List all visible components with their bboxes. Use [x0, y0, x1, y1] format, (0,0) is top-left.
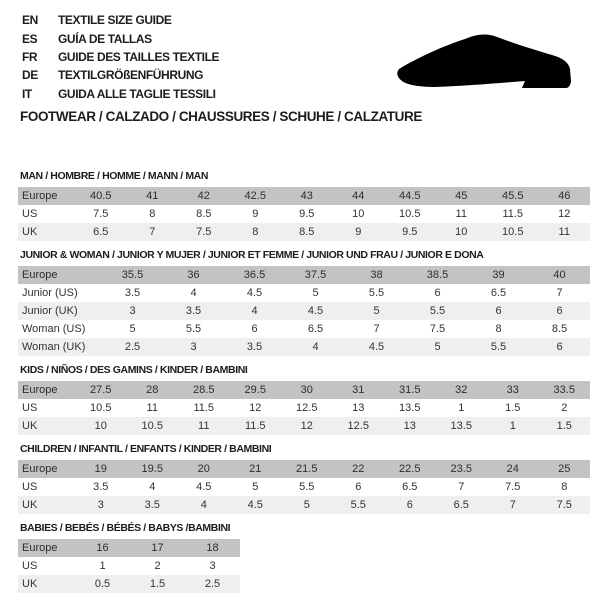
language-code: EN: [22, 13, 38, 28]
table-row: [18, 496, 590, 514]
table-row: [18, 557, 240, 575]
size-value-cell: 33: [487, 381, 539, 399]
size-value-cell: 30: [281, 381, 333, 399]
dress-shoe-silhouette: [395, 31, 577, 97]
size-value-cell: 4: [285, 338, 346, 356]
size-value-cell: 12: [281, 417, 333, 435]
size-value-cell: 43: [281, 187, 333, 205]
size-value-cell: 8: [149, 208, 156, 220]
size-value-cell: 7: [373, 323, 380, 335]
size-value-cell: 5: [346, 302, 407, 320]
size-value-cell: 5.5: [299, 481, 315, 493]
size-value-cell: 8.5: [196, 208, 212, 220]
size-value-cell: 25: [539, 460, 591, 478]
size-value-cell: 6: [468, 302, 529, 320]
size-value-cell: 44: [333, 187, 385, 205]
row-label: Junior (UK): [18, 302, 102, 320]
language-title-list: [22, 11, 219, 103]
row-label: Europe: [18, 266, 102, 284]
size-value-cell: 4.5: [196, 481, 212, 493]
language-title: TEXTILE SIZE GUIDE: [58, 13, 172, 28]
table-header-row: [18, 187, 590, 205]
size-value-cell: 44.5: [384, 187, 436, 205]
size-value-cell: 17: [130, 539, 185, 557]
size-value-cell: 3: [102, 302, 163, 320]
size-value-cell: 19.5: [127, 460, 179, 478]
language-row: [22, 66, 219, 84]
size-value-cell: 5.5: [468, 338, 529, 356]
size-value-cell: 33.5: [539, 381, 591, 399]
size-value-cell: 28.5: [178, 381, 230, 399]
size-value-cell: 3.5: [224, 338, 285, 356]
size-value-cell: 42.5: [230, 187, 282, 205]
language-title: TEXTILGRÖßENFÜHRUNG: [58, 68, 204, 83]
size-value-cell: 4: [224, 302, 285, 320]
size-value-cell: 3.5: [124, 287, 141, 299]
language-row: [22, 11, 219, 29]
size-tables: [0, 170, 600, 593]
size-value-cell: 9.5: [384, 223, 436, 241]
size-value-cell: 6: [355, 481, 362, 493]
table-header-row: [18, 381, 590, 399]
size-value-cell: 3: [209, 560, 216, 572]
size-value-cell: 13: [352, 402, 365, 414]
size-value-cell: 0.5: [75, 575, 130, 593]
size-value-cell: 11.5: [502, 208, 524, 220]
table-title: BABIES / BEBÉS / BÉBÉS / BABYS /BAMBINI: [20, 522, 231, 534]
size-value-cell: 3.5: [127, 496, 179, 514]
size-value-cell: 42: [178, 187, 230, 205]
row-label: UK: [18, 223, 75, 241]
size-value-cell: 12: [249, 402, 262, 414]
size-value-cell: 9.5: [299, 208, 315, 220]
size-value-cell: 21.5: [281, 460, 333, 478]
size-value-cell: 5.5: [368, 287, 385, 299]
size-value-cell: 8: [495, 323, 502, 335]
size-value-cell: 2.5: [185, 575, 240, 593]
row-label: Junior (US): [22, 287, 78, 299]
size-value-cell: 6.5: [490, 287, 507, 299]
size-value-cell: 36: [163, 266, 224, 284]
size-value-cell: 7.5: [505, 481, 521, 493]
size-value-cell: 20: [178, 460, 230, 478]
table-row: [18, 320, 590, 338]
size-table: [18, 381, 590, 435]
page-header: [0, 0, 600, 170]
size-value-cell: 32: [436, 381, 488, 399]
size-value-cell: 2: [154, 560, 161, 572]
size-value-cell: 13: [384, 417, 436, 435]
size-value-cell: 5.5: [333, 496, 385, 514]
size-value-cell: 4.5: [246, 287, 263, 299]
size-table-section: [18, 249, 590, 356]
size-value-cell: 10.5: [127, 417, 179, 435]
language-title: GUIDE DES TAILLES TEXTILE: [58, 49, 220, 64]
category-title: FOOTWEAR / CALZADO / CHAUSSURES / SCHUHE / CALZATURE: [20, 109, 422, 124]
table-title: KIDS / NIÑOS / DES GAMINS / KINDER / BAMBINI: [20, 364, 248, 376]
size-table: [18, 539, 240, 593]
language-row: [22, 29, 219, 47]
size-value-cell: 7.5: [429, 323, 446, 335]
size-value-cell: 38: [346, 266, 407, 284]
size-value-cell: 40: [529, 266, 590, 284]
size-value-cell: 3.5: [163, 302, 224, 320]
language-code: DE: [22, 68, 38, 83]
size-table-section: [18, 170, 590, 241]
size-value-cell: 21: [230, 460, 282, 478]
size-value-cell: 4.5: [230, 496, 282, 514]
table-row: [18, 284, 590, 302]
table-header-row: [18, 266, 590, 284]
table-row: [18, 338, 590, 356]
row-label: Europe: [18, 539, 75, 557]
size-value-cell: 3: [163, 338, 224, 356]
size-value-cell: 31: [333, 381, 385, 399]
row-label: UK: [18, 575, 75, 593]
size-value-cell: 1: [99, 560, 106, 572]
row-label: Europe: [18, 460, 75, 478]
size-value-cell: 1: [458, 402, 465, 414]
size-value-cell: 5.5: [185, 323, 202, 335]
size-value-cell: 6: [251, 323, 258, 335]
size-value-cell: 28: [127, 381, 179, 399]
size-table-section: [18, 364, 590, 435]
size-value-cell: 36.5: [224, 266, 285, 284]
size-value-cell: 6.5: [307, 323, 324, 335]
row-label: UK: [18, 417, 75, 435]
size-table-section: [18, 522, 590, 593]
size-value-cell: 10.5: [90, 402, 112, 414]
size-value-cell: 6: [434, 287, 441, 299]
size-value-cell: 6.5: [436, 496, 488, 514]
language-code: IT: [22, 86, 32, 101]
table-header-row: [18, 539, 240, 557]
size-value-cell: 45: [436, 187, 488, 205]
size-value-cell: 24: [487, 460, 539, 478]
size-value-cell: 3.5: [93, 481, 109, 493]
size-value-cell: 7.5: [178, 223, 230, 241]
size-table: [18, 187, 590, 241]
size-value-cell: 5: [281, 496, 333, 514]
size-value-cell: 5: [407, 338, 468, 356]
size-value-cell: 10: [436, 223, 488, 241]
row-label: UK: [18, 496, 75, 514]
language-code: FR: [22, 49, 38, 64]
language-row: [22, 85, 219, 103]
size-value-cell: 1: [487, 417, 539, 435]
size-value-cell: 9: [333, 223, 385, 241]
size-value-cell: 10: [352, 208, 365, 220]
size-table-section: [18, 443, 590, 514]
size-value-cell: 6: [529, 302, 590, 320]
size-value-cell: 10: [75, 417, 127, 435]
size-value-cell: 11.5: [193, 402, 215, 414]
size-value-cell: 38.5: [407, 266, 468, 284]
size-value-cell: 22.5: [384, 460, 436, 478]
size-value-cell: 3: [75, 496, 127, 514]
row-label: Woman (US): [22, 323, 86, 335]
size-value-cell: 31.5: [384, 381, 436, 399]
size-value-cell: 4: [178, 496, 230, 514]
size-value-cell: 35.5: [102, 266, 163, 284]
size-value-cell: 7.5: [93, 208, 109, 220]
table-row: [18, 223, 590, 241]
size-value-cell: 23.5: [436, 460, 488, 478]
row-label: US: [22, 402, 38, 414]
language-code: ES: [22, 31, 38, 46]
row-label: US: [22, 560, 38, 572]
row-label: US: [22, 208, 38, 220]
table-row: [18, 205, 590, 223]
size-value-cell: 12.5: [296, 402, 318, 414]
size-value-cell: 12.5: [333, 417, 385, 435]
size-value-cell: 5: [312, 287, 319, 299]
size-value-cell: 13.5: [399, 402, 421, 414]
table-title: JUNIOR & WOMAN / JUNIOR Y MUJER / JUNIOR ET FEMME / JUNIOR UND FRAU / JUNIOR E DONA: [20, 249, 484, 261]
size-value-cell: 22: [333, 460, 385, 478]
size-value-cell: 11: [178, 417, 230, 435]
size-value-cell: 4.5: [285, 302, 346, 320]
table-row: [18, 417, 590, 435]
size-value-cell: 37.5: [285, 266, 346, 284]
table-title: MAN / HOMBRE / HOMME / MANN / MAN: [20, 170, 209, 182]
size-value-cell: 40.5: [75, 187, 127, 205]
size-value-cell: 8.5: [551, 323, 568, 335]
size-value-cell: 11: [455, 208, 467, 220]
size-value-cell: 5: [252, 481, 259, 493]
size-value-cell: 1.5: [130, 575, 185, 593]
size-value-cell: 2.5: [102, 338, 163, 356]
size-value-cell: 46: [539, 187, 591, 205]
size-table: [18, 460, 590, 514]
size-value-cell: 10.5: [399, 208, 421, 220]
table-header-row: [18, 460, 590, 478]
dress-shoe-icon: [395, 31, 577, 97]
size-value-cell: 5: [129, 323, 136, 335]
size-value-cell: 4: [149, 481, 156, 493]
size-value-cell: 19: [75, 460, 127, 478]
size-value-cell: 41: [127, 187, 179, 205]
size-value-cell: 6.5: [75, 223, 127, 241]
size-value-cell: 7: [458, 481, 465, 493]
size-value-cell: 39: [468, 266, 529, 284]
size-value-cell: 10.5: [487, 223, 539, 241]
size-value-cell: 2: [561, 402, 568, 414]
size-value-cell: 7: [127, 223, 179, 241]
size-value-cell: 45.5: [487, 187, 539, 205]
language-title: GUIDA ALLE TAGLIE TESSILI: [58, 86, 216, 101]
size-value-cell: 8: [230, 223, 282, 241]
size-value-cell: 9: [252, 208, 259, 220]
table-title: CHILDREN / INFANTIL / ENFANTS / KINDER / BAMBINI: [20, 443, 272, 455]
size-value-cell: 8: [561, 481, 568, 493]
language-row: [22, 48, 219, 66]
size-value-cell: 7: [487, 496, 539, 514]
row-label: Europe: [18, 381, 75, 399]
size-value-cell: 11.5: [230, 417, 282, 435]
size-value-cell: 11: [539, 223, 591, 241]
size-value-cell: 8.5: [281, 223, 333, 241]
size-value-cell: 6: [529, 338, 590, 356]
size-value-cell: 27.5: [75, 381, 127, 399]
size-value-cell: 16: [75, 539, 130, 557]
size-value-cell: 7: [556, 287, 563, 299]
size-value-cell: 18: [185, 539, 240, 557]
size-table: [18, 266, 590, 356]
table-row: [18, 575, 240, 593]
size-value-cell: 4.5: [346, 338, 407, 356]
size-value-cell: 6.5: [402, 481, 418, 493]
row-label: Woman (UK): [18, 338, 102, 356]
size-value-cell: 5.5: [407, 302, 468, 320]
table-row: [18, 302, 590, 320]
size-value-cell: 13.5: [436, 417, 488, 435]
table-row: [18, 399, 590, 417]
size-value-cell: 29.5: [230, 381, 282, 399]
language-title: GUÍA DE TALLAS: [58, 31, 152, 46]
table-row: [18, 478, 590, 496]
size-value-cell: 12: [558, 208, 571, 220]
size-value-cell: 6: [384, 496, 436, 514]
row-label: US: [22, 481, 38, 493]
size-value-cell: 7.5: [539, 496, 591, 514]
size-value-cell: 1.5: [505, 402, 521, 414]
row-label: Europe: [18, 187, 75, 205]
size-value-cell: 1.5: [539, 417, 591, 435]
size-value-cell: 11: [146, 402, 158, 414]
size-value-cell: 4: [190, 287, 197, 299]
